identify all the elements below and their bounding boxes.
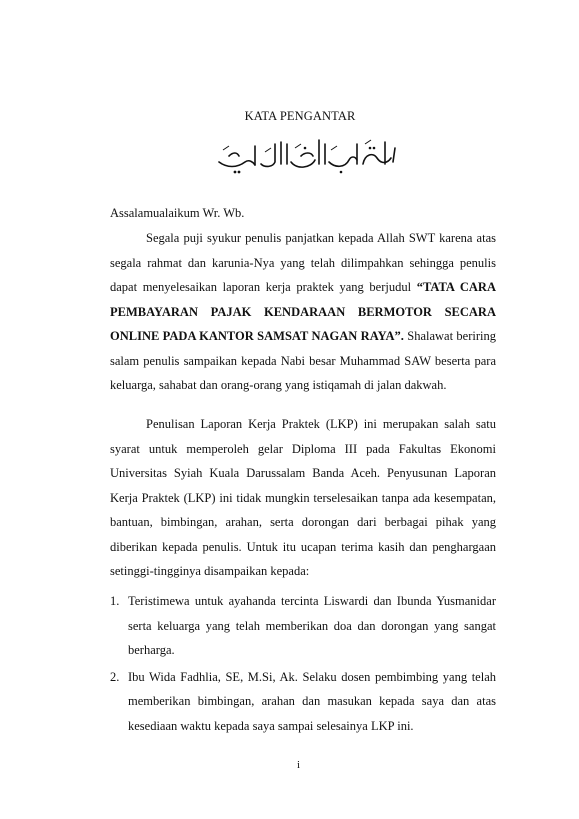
- acknowledgement-list: [110, 589, 496, 738]
- list-item-number: 2.: [110, 669, 120, 684]
- paragraph-opening-text: Segala puji syukur penulis panjatkan kepada Allah SWT karena atas segala rahmat dan karunia-Nya yang telah dilimpahkan sehingga penulis dapat menyelesaikan laporan kerja praktek yang berjudul: [110, 231, 496, 294]
- list-item-number: 1.: [110, 594, 120, 608]
- paragraph-opening: [110, 226, 496, 398]
- list-item: [110, 665, 496, 739]
- list-item-text: Teristimewa untuk ayahanda tercinta Liswardi dan Ibunda Yusmanidar serta keluarga yang telah memberikan doa dan dorongan yang sangat berharga.: [128, 594, 496, 657]
- basmalah-calligraphy-image: [215, 134, 399, 178]
- greeting: Assalamualaikum Wr. Wb.: [110, 206, 245, 220]
- report-title-bold: “TATA CARA PEMBAYARAN PAJAK KENDARAAN BERMOTOR SECARA ONLINE PADA KANTOR SAMSAT NAGAN RAYA”.: [110, 280, 496, 343]
- paragraph-purpose: Penulisan Laporan Kerja Praktek (LKP) ini merupakan salah satu syarat untuk memperoleh gelar Diploma III pada Fakultas Ekonomi Universitas Syiah Kuala Darussalam Banda Aceh. Penyusunan Laporan Kerja Praktek (LKP) ini tidak mungkin terselesaikan tanpa ada kesempatan, bantuan, bimbingan, arahan, serta dorongan dari berbagai pihak yang diberikan kepada penulis. Untuk itu ucapan terima kasih dan penghargaan setinggi-tingginya disampaikan kepada:: [110, 417, 496, 578]
- paragraph-opening-closing-text: Shalawat beriring salam penulis sampaikan kepada Nabi besar Muhammad SAW beserta para keluarga, sahabat dan orang-orang yang istiqamah di jalan dakwah.: [110, 329, 497, 392]
- page-title: KATA PENGANTAR: [244, 109, 356, 123]
- list-item: [110, 589, 496, 663]
- page-number: i: [297, 759, 301, 771]
- list-item-text: Ibu Wida Fadhlia, SE, M.Si, Ak. Selaku dosen pembimbing yang telah memberikan bimbingan, arahan dan masukan kepada saya dan atas kesediaan waktu kepada saya sampai selesainya LKP ini.: [128, 669, 496, 733]
